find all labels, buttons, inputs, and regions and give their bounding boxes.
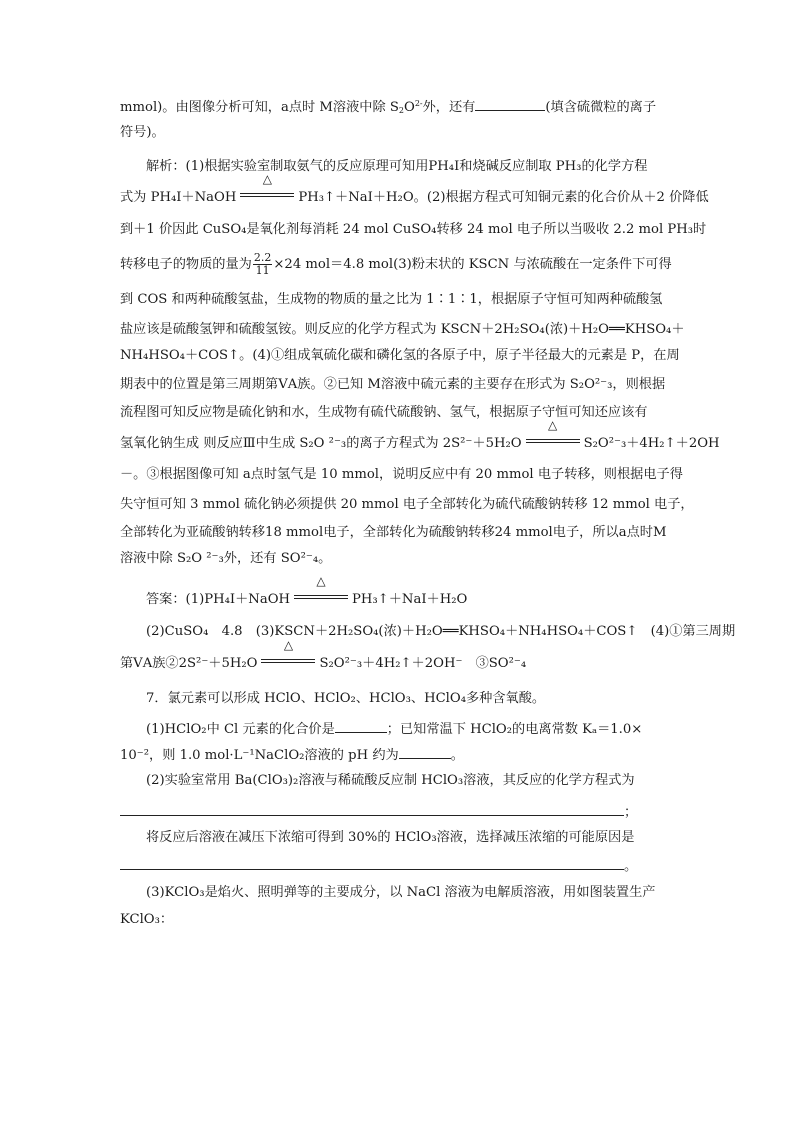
question-line: (3)KClO₃是焰火、照明弹等的主要成分，以 NaCl 溶液为电解质溶液，用如图装置生产 bbox=[146, 885, 656, 900]
question-title: 7．氯元素可以形成 HClO、HClO₂、HClO₃、HClO₄多种含氧酸。 bbox=[146, 691, 546, 706]
text-line: 式为 PH₄I＋NaOH △ PH₃↑＋NaI＋H₂O。(2)根据方程式可知铜元素的化合价从＋2 价降低 bbox=[120, 172, 709, 205]
text-line: 到＋1 价因此 CuSO₄是氧化剂每消耗 24 mol CuSO₄转移 24 mol 电子所以当吸收 2.2 mol PH₃时 bbox=[120, 222, 707, 237]
question-line: 。 bbox=[120, 855, 637, 877]
answer-blank[interactable] bbox=[399, 744, 451, 759]
text-line: 氢氧化钠生成 则反应Ⅲ中生成 S₂O ²⁻₃的离子方程式为 2S²⁻＋5H₂O △ S₂O²⁻₃＋4H₂↑＋2OH bbox=[120, 418, 720, 451]
question-line: KClO₃： bbox=[120, 912, 174, 927]
question-line: (2)实验室常用 Ba(ClO₃)₂溶液与稀硫酸反应制 HClO₃溶液，其反应的化学方程式为 bbox=[146, 773, 635, 788]
text-line: －。③根据图像可知 a点时氢气是 10 mmol，说明反应中有 20 mmol 电子转移，则根据电子得 bbox=[120, 467, 683, 482]
text-line: 转移电子的物质的量为 $\frac{2.2}{11}$ ×24 mol＝4.8 mol(3)粉末状的 KSCN 与浓硫酸在一定条件下可得 bbox=[120, 251, 672, 277]
text-line: NH₄HSO₄＋COS↑。(4)①组成氧硫化碳和磷化氢的各原子中，原子半径最大的元素是 P，在周 bbox=[120, 348, 680, 363]
text-line: 流程图可知反应物是硫化钠和水，生成物有硫代硫酸钠、氢气，根据原子守恒可知还应该有 bbox=[120, 405, 648, 420]
answer-blank[interactable] bbox=[335, 718, 387, 733]
text-line: 全部转化为亚硫酸钠转移18 mmol电子，全部转化为硫酸钠转移24 mmol电子，所以a点时M bbox=[120, 525, 667, 540]
fraction: $\frac{2.2}{11}$ bbox=[253, 251, 272, 277]
question-line: 10⁻²，则 1.0 mol·L⁻¹NaClO₂溶液的 pH 约为 。 bbox=[120, 744, 464, 766]
question-line: ； bbox=[120, 801, 637, 823]
answer-line: (2)CuSO₄ 4.8 (3)KSCN＋2H₂SO₄(浓)＋H₂O══KHSO₄＋NH₄HSO₄＋COS↑ (4)①第三周期 bbox=[146, 624, 736, 639]
answer-line: 答案：(1)PH₄I＋NaOH △ PH₃↑＋NaI＋H₂O bbox=[146, 574, 468, 607]
text-line: 到 COS 和两种硫酸氢盐，生成物的物质的量之比为 1∶1∶1，根据原子守恒可知两种硫酸氢 bbox=[120, 292, 663, 307]
question-line: 将反应后溶液在减压下浓缩可得到 30%的 HClO₃溶液，选择减压浓缩的可能原因是 bbox=[146, 830, 635, 845]
heating-condition-sign: △ bbox=[526, 433, 580, 447]
question-line: (1)HClO₂中 Cl 元素的化合价是 ；已知常温下 HClO₂的电离常数 Kₐ＝1.0× bbox=[146, 718, 642, 740]
text-line: 溶液中除 S₂O ²⁻₃外，还有 SO²⁻₄。 bbox=[120, 551, 332, 566]
answer-line: 第ⅤA族②2S²⁻＋5H₂O △ S₂O²⁻₃＋4H₂↑＋2OH⁻ ③SO²⁻₄ bbox=[120, 638, 527, 671]
text-line: 符号)。 bbox=[120, 125, 165, 140]
heating-condition-sign: △ bbox=[261, 653, 315, 667]
answer-blank[interactable] bbox=[120, 855, 624, 870]
answer-blank[interactable] bbox=[120, 801, 624, 816]
text-line: 失守恒可知 3 mmol 硫化钠必须提供 20 mmol 电子全部转化为硫代硫酸钠转移 12 mmol 电子， bbox=[120, 497, 694, 512]
analysis-line: 解析：(1)根据实验室制取氨气的反应原理可知用PH₄I和烧碱反应制取 PH₃的化学方程 bbox=[146, 159, 648, 174]
text-line: mmol)。由图像分析可知，a点时 M溶液中除 $S_2O^{2-}$外，还有 (填含硫微粒的离子 bbox=[120, 94, 656, 121]
heating-condition-sign: △ bbox=[240, 187, 294, 201]
text-line: 盐应该是硫酸氢钾和硫酸氢铵。则反应的化学方程式为 KSCN＋2H₂SO₄(浓)＋H₂O══KHSO₄＋ bbox=[120, 322, 685, 337]
heating-condition-sign: △ bbox=[294, 589, 348, 603]
answer-blank[interactable] bbox=[475, 96, 545, 111]
text-line: 期表中的位置是第三周期第ⅤA族。②已知 M溶液中硫元素的主要存在形式为 S₂O²⁻₃，则根据 bbox=[120, 377, 666, 392]
